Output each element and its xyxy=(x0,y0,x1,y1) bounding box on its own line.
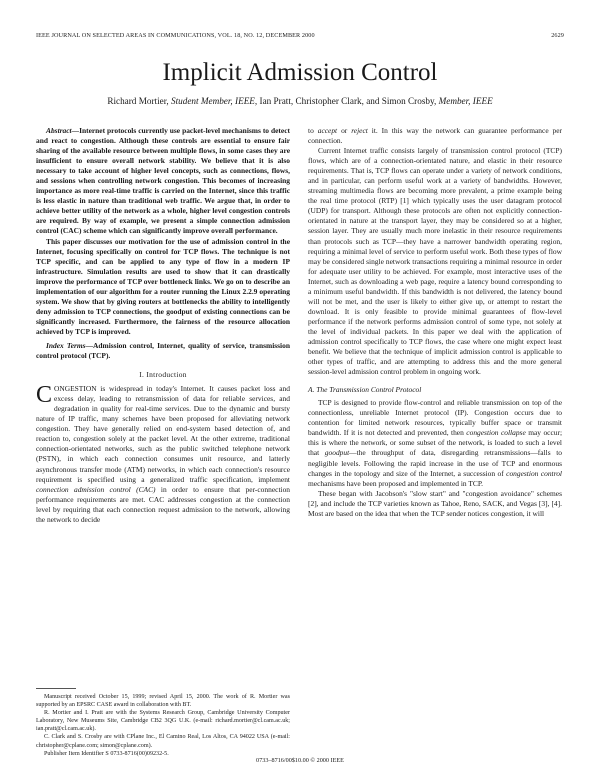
tcp-text-d: mechanisms have been proposed and implemented in TCP. xyxy=(308,478,484,488)
left-column xyxy=(36,126,290,525)
footnote xyxy=(36,693,290,758)
cont-end: it. In this way the network can guarantee performance per connection. xyxy=(308,126,563,146)
intro-text-end: in order to ensure that per-connection performance requirements are met. CAC addresses congestion at the connection level by requiring that each connection request admission to the network, allowing the network to decide xyxy=(36,484,291,524)
other-authors: Ian Pratt, Christopher Clark, and Simon Crosby, xyxy=(259,96,437,106)
intro-cac-term: connection admission control (CAC) xyxy=(36,484,156,494)
intro-paragraph-1 xyxy=(36,384,290,525)
page-number: 2629 xyxy=(551,32,564,39)
section-heading-introduction: I. Introduction xyxy=(139,370,187,380)
author-line xyxy=(0,95,600,107)
copyright-line: 0733–8716/00$10.00 © 2000 IEEE xyxy=(256,757,344,764)
tcp-text-c: —the throughput of data, disregarding retransmissions—falls to negligible levels. Following the rapid increase in the use of TCP and enormous changes in the topology and size of the Internet, a succession of xyxy=(308,448,562,478)
cont-or: or xyxy=(341,126,348,135)
index-terms xyxy=(36,341,290,361)
paper-title: Implicit Admission Control xyxy=(162,59,438,86)
tcp-paragraph-1 xyxy=(308,398,562,488)
abstract-paragraph-1 xyxy=(36,126,290,237)
author-1-role: Student Member, IEEE, xyxy=(170,96,258,106)
cont-reject: reject xyxy=(351,126,368,135)
term-congestion-control: congestion control xyxy=(506,468,563,478)
tcp-paragraph-2: These began with Jacobson's "slow start" and "congestion avoidance" schemes [2], and include the TCP varieties known as Tahoe, Reno, SACK, and Vegas [3], [4]. Most are based on the idea that when the TCP sender notices congestion, it will xyxy=(308,488,562,518)
footnote-affiliation-1: R. Mortier and I. Pratt are with the Systems Research Group, Cambridge University Computer Laboratory, New Museums Site, Cambridge CB2 3QG U.K. (e-mail: richard.mortier@cl.cam.ac.uk; ian.pratt@cl.cam.ac.uk). xyxy=(36,710,290,733)
running-head xyxy=(36,32,564,42)
drop-cap: C xyxy=(36,382,53,409)
footnote-affiliation-2: C. Clark and S. Crosby are with CPlane Inc., El Camino Real, Los Altos, CA 94022 USA (e-mail: christopher@cplane.com; simon@cplane.com). xyxy=(36,734,290,749)
cont-text-a: to xyxy=(308,126,314,135)
abstract-text-1: Internet protocols currently use packet-level mechanisms to detect and react to congestion. Although these controls are essential to ensure fair sharing of the available resource between multiple flows, in some cases they are insufficient to ensure overall network stability. We believe that it is also necessary to take account of higher level concepts, such as connections, flows, and sessions when controlling network congestion. This becomes of increasing importance as more real-time traffic is carried on the Internet, since this traffic is less elastic in nature than traditional web traffic. We argue that, in order to achieve better utility of the network as a whole, higher level congestion controls are required. By way of example, we present a simple connection admission control (CAC) scheme which can significantly improve overall performance. xyxy=(36,126,290,236)
intro-text: ONGESTION is widespread in today's Internet. It causes packet loss and excess delay, leading to retransmission of data for reliable services, and degradation in quality for real-time services. Due to the dynamic and bursty nature of IP traffic, many schemes have been proposed for alleviating network congestion. They have generally relied on end-system based detection of, and reaction to, congestion solely at the packet level. At the other extreme, traditional connection-orientated networks, such as the public switched telephone network (PSTN), in which each connection consumes unit resource, and latterly asynchronous transfer mode (ATM) networks, in which each connection's resource requirement is specified using a generalized traffic specification, implement xyxy=(36,384,290,484)
last-author-role: Member, IEEE xyxy=(438,96,493,106)
subsection-heading-tcp: A. The Transmission Control Protocol xyxy=(308,385,422,395)
intro-continuation xyxy=(308,126,562,146)
abstract-lead: Abstract— xyxy=(46,126,80,135)
index-terms-text: Admission control, Internet, quality of service, transmission control protocol (TCP). xyxy=(36,340,290,361)
right-column xyxy=(308,126,562,519)
term-goodput: goodput xyxy=(324,448,350,458)
abstract-paragraph-2: This paper discusses our motivation for the use of admission control in the Internet, focusing specifically on control for TCP flows. The technique is not TCP specific, and can be applied to any type of flow in a modern IP infrastructure. Simulation results are used to show that it can drastically improve the performance of TCP over bottleneck links. We go on to describe an implementation of our algorithm for a router running the Linux 2.2.9 operating system. We show that by giving routers at bottlenecks the ability to intelligently deny admission to TCP connections, the goodput of existing connections can be significantly increased. Furthermore, the fairness of the resource allocation achieved by TCP is improved. xyxy=(36,236,290,336)
index-terms-lead: Index Terms— xyxy=(46,340,94,350)
footnote-received: Manuscript received October 15, 1999; revised April 15, 2000. The work of R. Mortier was supported by an EPSRC CASE award in collaboration with BT. xyxy=(36,694,290,709)
footnote-publisher-id: Publisher Item Identifier S 0733-8716(00)09232-5. xyxy=(44,750,169,757)
cont-accept: accept xyxy=(317,126,338,135)
tcp-text-a: TCP is designed to provide flow-control and reliable transmission on top of the connectionless, unreliable Internet protocol (IP). Congestion occurs due to contention for limited network resources, typically buffer space or transmit bandwidth. If it is not detected and prevented, then xyxy=(308,398,562,438)
journal-name: IEEE JOURNAL ON SELECTED AREAS IN COMMUNICATIONS, VOL. 18, NO. 12, DECEMBER 2000 xyxy=(36,32,315,39)
intro-paragraph-2: Current Internet traffic consists largely of transmission control protocol (TCP) flows, which are of a connection-orientated nature, and elastic in their resource requirements. That is, TCP flows can operate under a variety of network conditions, and in particular, can perform useful work at a variety of bandwidths. However, streaming multimedia flows are becoming more prevalent, a prime example being the real time protocol (RTP) [1] which typically uses the user datagram protocol (UDP) for transport. Although these protocols are often not explicitly connection-orientated in nature at the transport layer, they may be considered so at a higher, session layer. They are usually much more inelastic in their resource requirements than protocols such as TCP—they have a narrower bandwidth operating region, requiring a minimal level of service to perform useful work. Both these types of flow may be considered single network transactions requiring a minimal resource in order for adequate user utility to be achieved. For example, most interactive uses of the Internet, such as downloading a web page, require a latency bound corresponding to a minimum useful bandwidth. If this bandwidth is not delivered, the latency bound will not be met, and the user is likely to either give up, or attempt to restart the download. It is only feasible to provide minimal guarantees of flow-level performance if the network performs admission control of some type, not solely at the level of individual packets. In this paper we deal with the application of admission control specifically to TCP flows, the case where one might expect least benefit. We believe that the technique of implicit admission control is applicable to other types of traffic, and are attempting to address this and the more general session-level admission control problem in ongoing work. xyxy=(308,146,562,377)
abstract xyxy=(36,126,290,337)
footnote-rule xyxy=(36,688,76,689)
tcp-text-b: may occur; this is where the network, or some subset of the network, is loaded to such a level that xyxy=(308,428,563,458)
author-1: Richard Mortier, xyxy=(107,96,169,106)
term-congestion-collapse: congestion collapse xyxy=(466,428,526,438)
